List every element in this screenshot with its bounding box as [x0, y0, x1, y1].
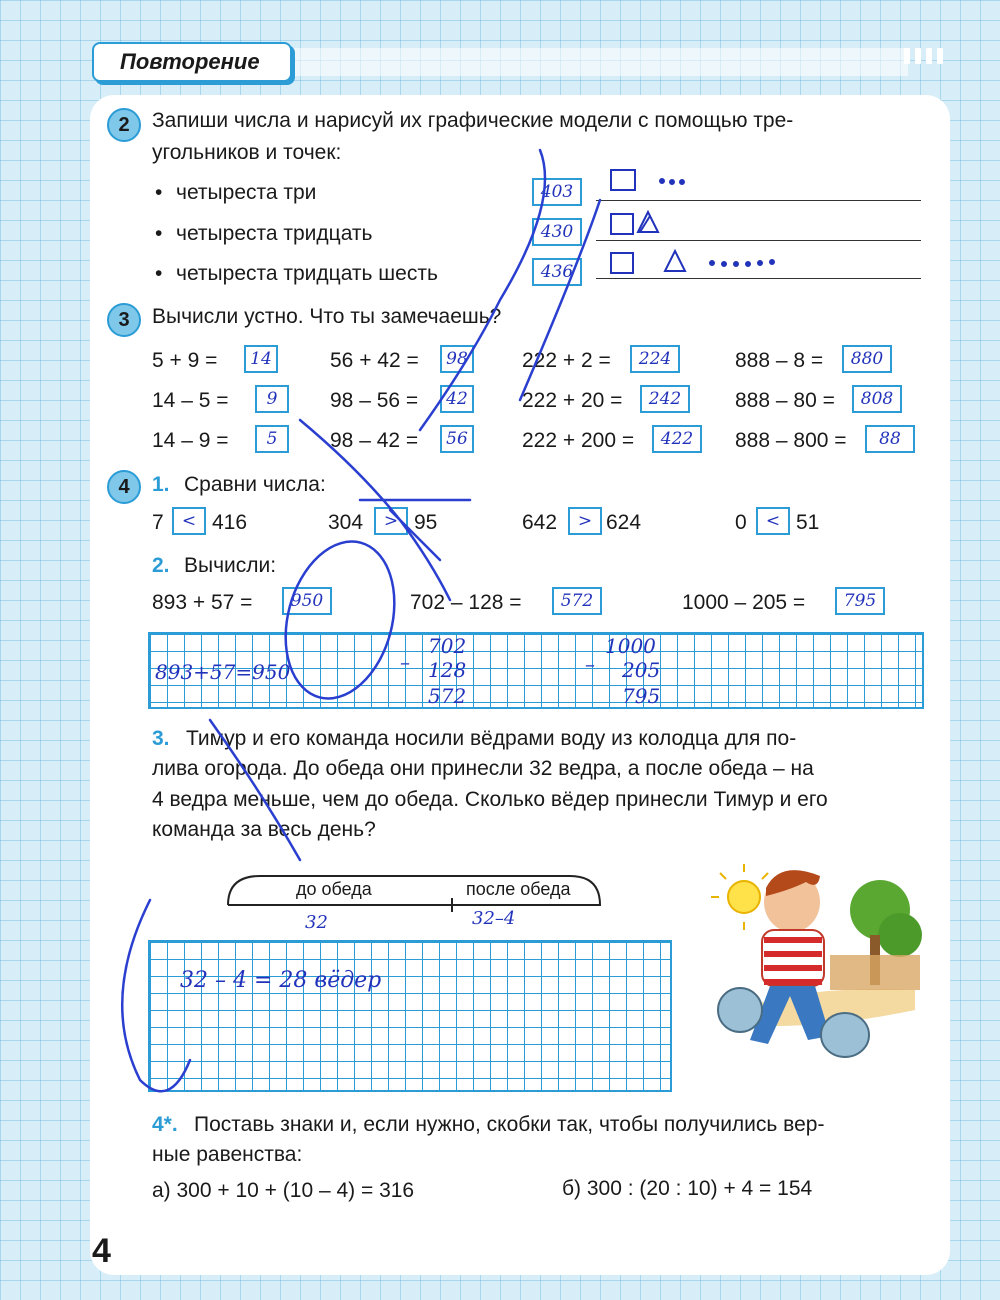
compare-right: 416 [212, 511, 248, 534]
task-4-number: 4 [107, 470, 141, 504]
task-2-bullet-1: • [155, 181, 163, 204]
compare-left: 0 [735, 511, 747, 534]
expression: 98 – 56 = [330, 389, 419, 412]
task-4-part-1-number: 1. [152, 473, 170, 496]
task-4-part-4-number: 4*. [152, 1113, 178, 1136]
task-2-text-line2: угольников и точек: [152, 141, 342, 164]
compare-sign-box[interactable]: > [568, 507, 602, 535]
compare-sign-box[interactable]: > [374, 507, 408, 535]
handwritten-work: 205 [622, 658, 661, 682]
task-2-number: 2 [107, 108, 141, 142]
task-2-answer-3[interactable]: 436 [532, 258, 582, 286]
scheme-label-after-lunch: после обеда [466, 879, 571, 899]
task-4-part-3-number: 3. [152, 727, 170, 750]
task-2-text-line1: Запиши числа и нарисуй их графические модели с помощью тре- [152, 109, 794, 132]
answer-box[interactable]: 42 [440, 385, 474, 413]
handwritten-work: 795 [622, 684, 661, 708]
expression: 222 + 20 = [522, 389, 623, 412]
answer-box[interactable]: 808 [852, 385, 902, 413]
answer-box[interactable]: 98 [440, 345, 474, 373]
graphic-model-403 [611, 170, 684, 190]
compare-right: 624 [606, 511, 642, 534]
handwritten-minus: – [400, 650, 410, 674]
expression: 5 + 9 = [152, 349, 218, 372]
expression: 14 – 5 = [152, 389, 229, 412]
expression: 893 + 57 = [152, 591, 253, 614]
task-2-bullet-2: • [155, 222, 163, 245]
graphic-model-436 [611, 251, 774, 273]
compare-sign-box[interactable]: < [172, 507, 206, 535]
task-2-bullet-3: • [155, 262, 163, 285]
answer-box[interactable]: 56 [440, 425, 474, 453]
section-title: Повторение [120, 49, 260, 74]
answer-box[interactable]: 5 [255, 425, 289, 453]
expression: 888 – 80 = [735, 389, 835, 412]
task-4-part-3-line2: лива огорода. До обеда они принесли 32 ведра, а после обеда – на [152, 757, 814, 780]
compare-left: 304 [328, 511, 364, 534]
compare-sign-box[interactable]: < [756, 507, 790, 535]
expression: 888 – 800 = [735, 429, 847, 452]
handwritten-scheme-value: 32 [305, 912, 328, 933]
task-4-part-3-line1: Тимур и его команда носили вёдрами воду из колодца для по- [186, 727, 797, 750]
handwritten-work: 572 [428, 684, 467, 708]
equation-a: а) 300 + 10 + (10 – 4) = 316 [152, 1179, 415, 1202]
task-3-number: 3 [107, 303, 141, 337]
expression: 1000 – 205 = [682, 591, 806, 614]
answer-box[interactable]: 950 [282, 587, 332, 615]
compare-left: 7 [152, 511, 164, 534]
boy-with-buckets-illustration [711, 864, 922, 1057]
expression: 14 – 9 = [152, 429, 229, 452]
answer-box[interactable]: 880 [842, 345, 892, 373]
answer-box[interactable]: 88 [865, 425, 915, 453]
answer-box[interactable]: 9 [255, 385, 289, 413]
task-2-answer-1[interactable]: 403 [532, 178, 582, 206]
scheme-bracket [228, 876, 600, 905]
handwritten-work: 893+57=950 [155, 660, 291, 684]
expression: 702 – 128 = [410, 591, 522, 614]
task-2-answer-2[interactable]: 430 [532, 218, 582, 246]
pen-strokes [122, 150, 600, 1091]
graphic-model-430 [611, 212, 658, 234]
compare-left: 642 [522, 511, 558, 534]
task-4-part-2-number: 2. [152, 554, 170, 577]
answer-box[interactable]: 224 [630, 345, 680, 373]
task-2-item-3: четыреста тридцать шесть [176, 262, 438, 285]
handwritten-scheme-value: 32–4 [472, 908, 516, 929]
task-4-part-4-line2: ные равенства: [152, 1143, 303, 1166]
equation-b: б) 300 : (20 : 10) + 4 = 154 [562, 1177, 813, 1200]
task-4-part-3-line3: 4 ведра меньше, чем до обеда. Сколько вёдер принесли Тимур и его [152, 788, 828, 811]
expression: 98 – 42 = [330, 429, 419, 452]
task-4-part-2-text: Вычисли: [184, 554, 277, 577]
page-number: 4 [92, 1232, 111, 1270]
task-3-text: Вычисли устно. Что ты замечаешь? [152, 305, 502, 328]
compare-right: 95 [414, 511, 438, 534]
answer-box[interactable]: 242 [640, 385, 690, 413]
task-4-part-4-line1: Поставь знаки и, если нужно, скобки так, чтобы получились вер- [194, 1113, 825, 1136]
expression: 222 + 2 = [522, 349, 611, 372]
handwritten-work: 702 [428, 634, 467, 658]
task-4-part-1-text: Сравни числа: [184, 473, 326, 496]
answer-box[interactable]: 572 [552, 587, 602, 615]
answer-box[interactable]: 422 [652, 425, 702, 453]
task-2-item-2: четыреста тридцать [176, 222, 373, 245]
answer-box[interactable]: 14 [244, 345, 278, 373]
handwritten-solution: 32 – 4 = 28 вёдер [180, 968, 382, 993]
scheme-label-before-lunch: до обеда [296, 879, 372, 899]
answer-box[interactable]: 795 [835, 587, 885, 615]
compare-right: 51 [796, 511, 820, 534]
handwritten-minus: – [585, 652, 595, 676]
task-2-item-1: четыреста три [176, 181, 317, 204]
expression: 56 + 42 = [330, 349, 419, 372]
handwritten-work: 1000 [605, 634, 656, 658]
handwritten-work: 128 [428, 658, 467, 682]
expression: 222 + 200 = [522, 429, 635, 452]
task-4-part-3-line4: команда за весь день? [152, 818, 376, 841]
expression: 888 – 8 = [735, 349, 824, 372]
